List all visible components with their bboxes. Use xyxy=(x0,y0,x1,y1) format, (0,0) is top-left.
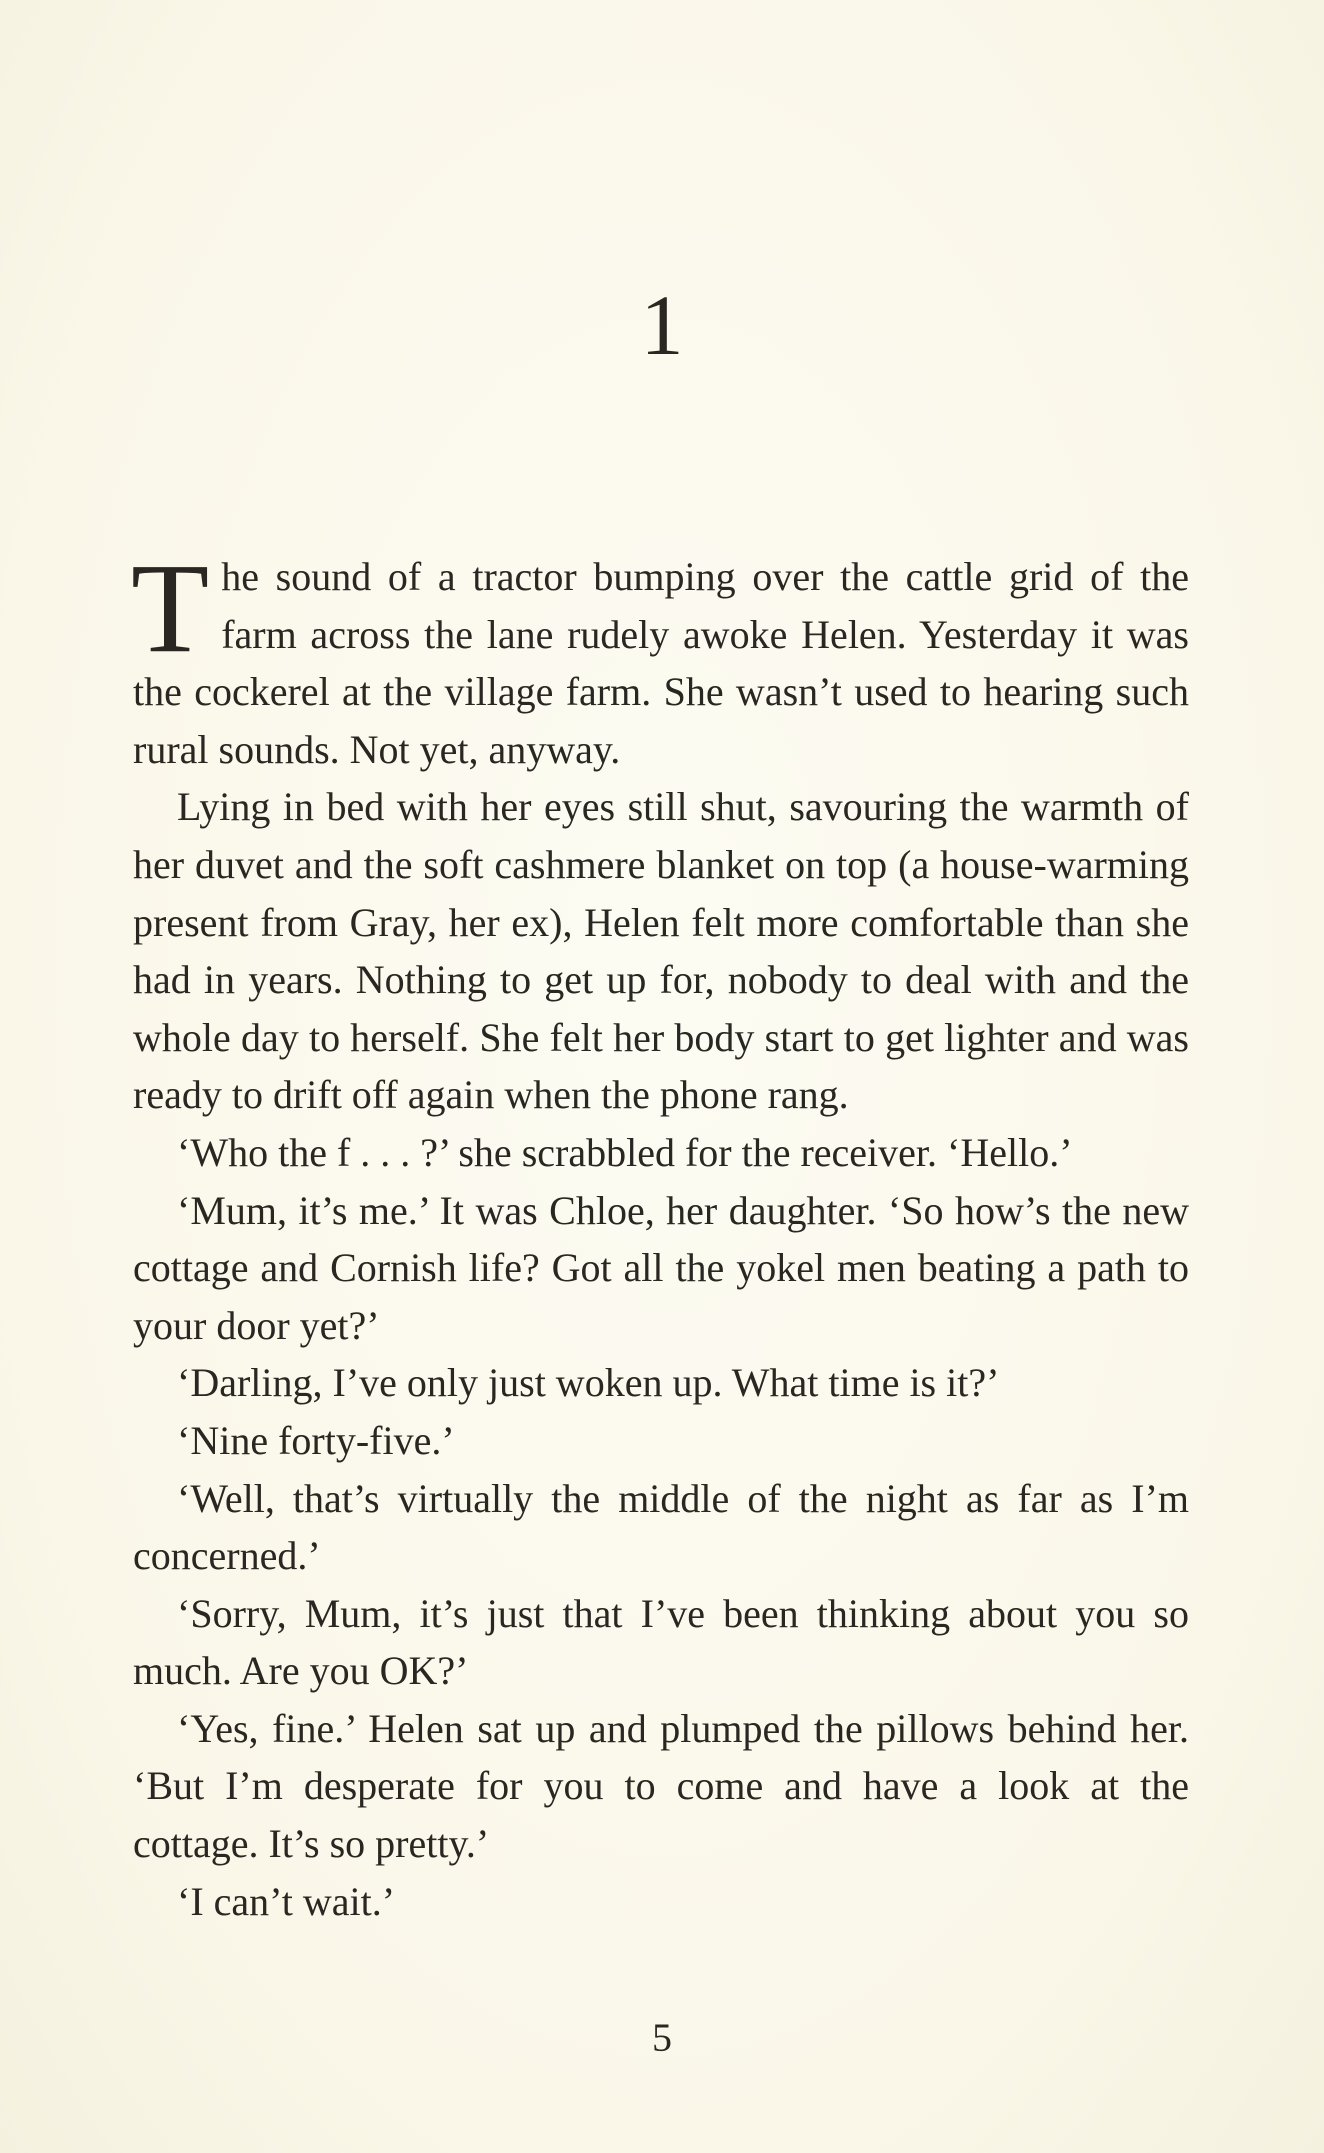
paragraph xyxy=(131,537,1189,778)
paragraph-text: he sound of a tractor bumping over the cattle grid of the farm across the lane rudely awoke Helen. Yesterday it was the cockerel at the village farm. She wasn’t used to hearing such rural sounds. Not yet, anyway. xyxy=(133,554,1189,772)
paragraph: ‘Well, that’s virtually the middle of the night as far as I’m concerned.’ xyxy=(133,1475,1189,1579)
chapter-body xyxy=(131,537,1189,1930)
paragraph: ‘Darling, I’ve only just woken up. What time is it?’ xyxy=(177,1360,1000,1406)
drop-cap: T xyxy=(131,537,210,679)
paragraph: ‘Sorry, Mum, it’s just that I’ve been thinking about you so much. Are you OK?’ xyxy=(133,1590,1189,1694)
paragraph: ‘Yes, fine.’ Helen sat up and plumped the pillows behind her. ‘But I’m desperate for you to come and have a look at the cottage. It’s so pretty.’ xyxy=(133,1705,1189,1867)
paragraph: ‘Mum, it’s me.’ It was Chloe, her daughter. ‘So how’s the new cottage and Cornish life? Got all the yokel men beating a path to your door yet?’ xyxy=(133,1187,1189,1348)
chapter-number: 1 xyxy=(640,277,684,373)
paragraph: Lying in bed with her eyes still shut, savouring the warmth of her duvet and the soft cashmere blanket on top (a house-warming present from Gray, her ex), Helen felt more comfortable than she had in years. Nothing to get up for, nobody to deal with and the whole day to herself. She felt her body start to get lighter and was ready to drift off again when the phone rang. xyxy=(133,784,1189,1118)
page-number: 5 xyxy=(652,2015,672,2060)
paragraph: ‘I can’t wait.’ xyxy=(177,1878,396,1924)
paragraph: ‘Who the f . . . ?’ she scrabbled for the receiver. ‘Hello.’ xyxy=(177,1129,1073,1175)
paragraph: ‘Nine forty-five.’ xyxy=(177,1417,455,1463)
